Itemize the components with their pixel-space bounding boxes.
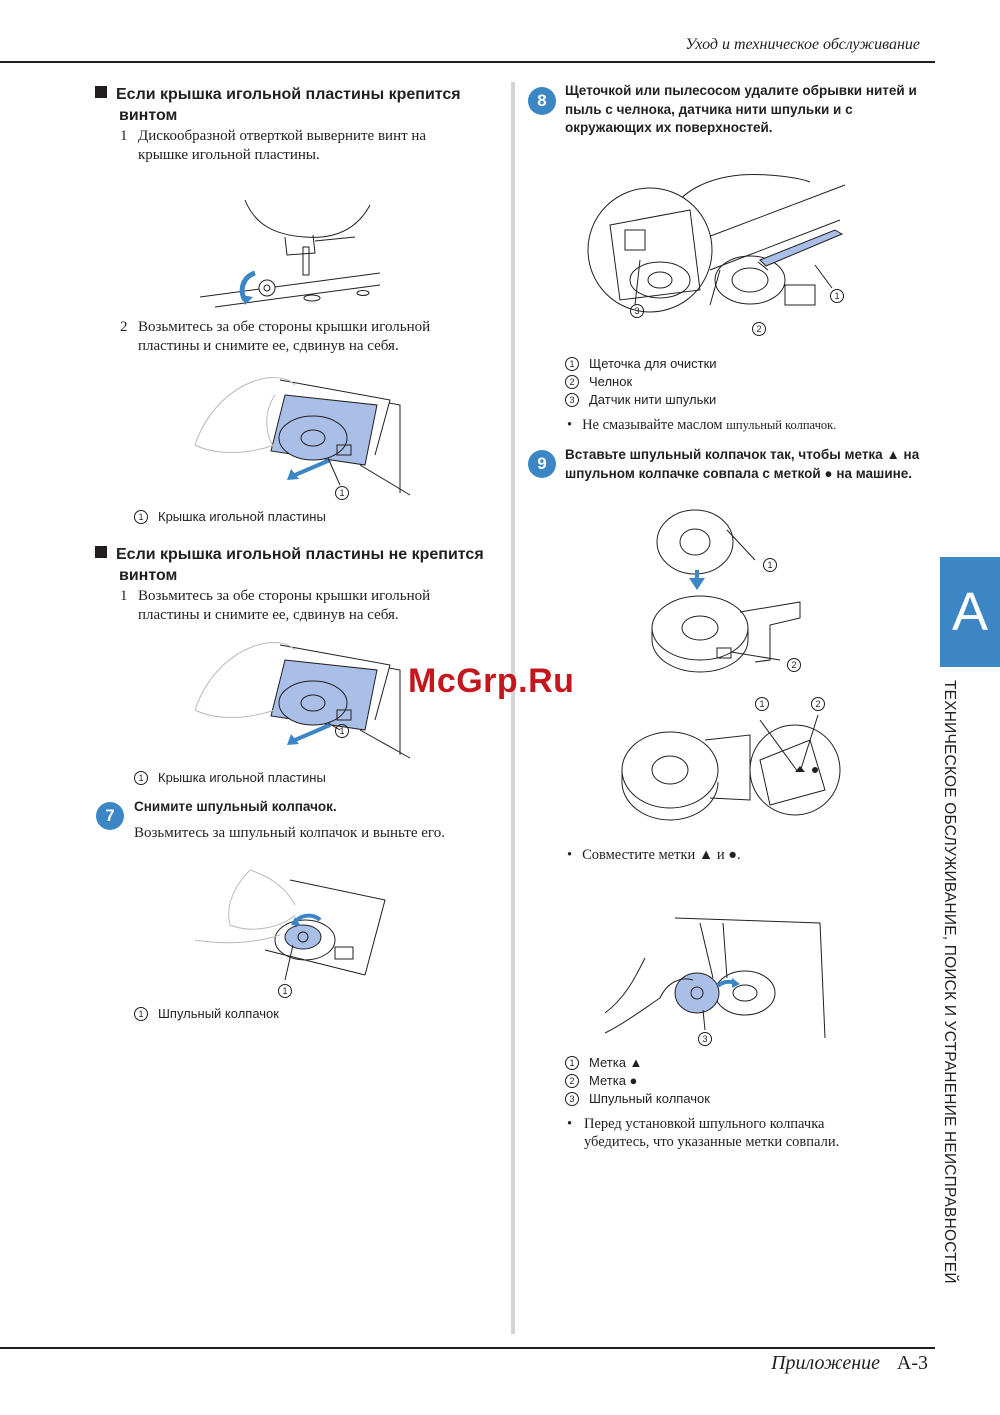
footer-rule	[0, 1347, 935, 1349]
callout-number: 2	[811, 697, 825, 711]
bobbin-case-placing-illustration	[605, 918, 830, 1043]
note-text: убедитесь, что указанные метки совпали.	[584, 1134, 840, 1150]
cover-removal-illustration	[185, 365, 410, 505]
legend-number: 1	[134, 1007, 148, 1021]
note-text: Не смазывайте маслом	[582, 417, 727, 433]
legend-number: 1	[134, 510, 148, 524]
step-title-line: Вставьте шпульный колпачок так, чтобы метка ▲ на	[565, 447, 920, 462]
legend-item	[565, 391, 717, 409]
substep-1	[120, 127, 480, 165]
callout-marker	[278, 982, 292, 1000]
legend-text: Шпульный колпачок	[589, 1091, 710, 1106]
substep-1	[120, 587, 480, 625]
legend-item	[134, 508, 326, 526]
callout-marker	[755, 695, 769, 713]
watermark: McGrp.Ru	[408, 662, 575, 700]
legend-list	[565, 1054, 710, 1108]
substep-number: 2	[120, 319, 128, 335]
legend-text: Датчик нити шпульки	[589, 392, 717, 407]
substep-text: крышке игольной пластины.	[138, 147, 320, 163]
section-heading-no-screw	[95, 544, 510, 586]
running-header: Уход и техническое обслуживание	[685, 36, 920, 53]
legend-number: 1	[565, 1056, 579, 1070]
legend-number: 1	[565, 357, 579, 371]
cover-removal-illustration	[185, 630, 410, 765]
note-bullet: • Не смазывайте маслом шпульный колпачок.	[567, 417, 837, 433]
callout-number: 1	[278, 984, 292, 998]
legend-text: Метка ▲	[589, 1055, 643, 1070]
callout-marker	[787, 656, 801, 674]
legend-text: Щеточка для очистки	[589, 356, 717, 371]
note-bullet: • Перед установкой шпульного колпачка убедитесь, что указанные метки совпали.	[567, 1116, 840, 1150]
note-text-small: шпульный колпачок.	[726, 418, 837, 432]
screw-removal-illustration	[195, 195, 385, 310]
cleaning-illustration	[580, 170, 850, 340]
callout-number: 1	[335, 486, 349, 500]
callout-marker	[335, 722, 349, 740]
section-title-line: винтом	[119, 567, 178, 584]
legend-item	[565, 1054, 710, 1072]
callout-marker	[752, 320, 766, 338]
callout-number: 1	[755, 697, 769, 711]
callout-number: 2	[787, 658, 801, 672]
chapter-tab[interactable]: A	[940, 557, 1000, 667]
callout-number: 3	[698, 1032, 712, 1046]
legend-number: 3	[565, 393, 579, 407]
section-heading-screw	[95, 84, 505, 126]
mark-alignment-illustration	[610, 700, 840, 830]
substep-text: Возьмитесь за обе стороны крышки игольной	[138, 588, 431, 604]
section-square-icon	[95, 546, 107, 558]
callout-marker	[630, 302, 644, 320]
callout-number: 2	[752, 322, 766, 336]
step-badge-8: 8	[528, 87, 556, 115]
step-title-line: шпульном колпачке совпала с меткой ● на машине.	[565, 465, 913, 481]
step-badge-7: 7	[96, 802, 124, 830]
step-badge-9: 9	[528, 450, 556, 478]
callout-number: 1	[335, 724, 349, 738]
substep-number: 1	[120, 588, 128, 604]
note-bullet: • Совместите метки ▲ и ●.	[567, 847, 741, 863]
legend-text: Крышка игольной пластины	[158, 509, 326, 524]
legend-item	[565, 373, 717, 391]
step-title-line: пыль с челнока, датчика нити шпульки и с	[565, 101, 853, 117]
note-text: Совместите метки ▲ и ●.	[582, 847, 741, 863]
footer-section-label: Приложение	[771, 1352, 880, 1374]
substep-number: 1	[120, 128, 128, 144]
legend-list	[565, 355, 717, 409]
callout-marker	[830, 287, 844, 305]
legend-number: 3	[565, 1092, 579, 1106]
section-title-line: Если крышка игольной пластины не крепится	[116, 546, 484, 563]
section-square-icon	[95, 86, 107, 98]
section-title-line: винтом	[119, 107, 178, 124]
callout-number: 1	[763, 558, 777, 572]
substep-text: Дискообразной отверткой выверните винт на	[138, 128, 427, 144]
step-title	[565, 82, 930, 138]
callout-number: 3	[630, 304, 644, 318]
substep-2	[120, 318, 480, 356]
substep-text: Возьмитесь за обе стороны крышки игольной	[138, 319, 431, 335]
substep-text: пластины и снимите ее, сдвинув на себя.	[138, 607, 399, 623]
legend-text: Метка ●	[589, 1073, 638, 1088]
header-rule	[0, 61, 935, 63]
legend-item	[134, 1005, 279, 1023]
legend-text: Челнок	[589, 374, 633, 389]
callout-marker	[811, 695, 825, 713]
column-divider	[511, 82, 515, 1334]
step-title-line: Щеточкой или пылесосом удалите обрывки нитей и	[565, 83, 917, 98]
chapter-vertical-text: ТЕХНИЧЕСКОЕ ОБСЛУЖИВАНИЕ, ПОИСК И УСТРАНЕНИЕ НЕИСПРАВНОСТЕЙ	[941, 680, 958, 1284]
legend-item	[565, 1090, 710, 1108]
bobbin-case-insertion-illustration	[645, 500, 805, 672]
legend-item	[565, 1072, 710, 1090]
bobbin-case-removal-illustration	[195, 865, 390, 980]
callout-marker	[698, 1030, 712, 1048]
step-title	[565, 446, 935, 483]
legend-number: 1	[134, 771, 148, 785]
page-number: A-3	[896, 1352, 928, 1374]
note-text: Перед установкой шпульного колпачка	[584, 1116, 825, 1132]
step-title: Снимите шпульный колпачок.	[134, 799, 337, 814]
callout-marker	[335, 484, 349, 502]
legend-item	[565, 355, 717, 373]
section-title-line: Если крышка игольной пластины крепится	[116, 86, 461, 103]
step-body: Возьмитесь за шпульный колпачок и выньте его.	[134, 825, 445, 841]
legend-number: 2	[565, 1074, 579, 1088]
legend-number: 2	[565, 375, 579, 389]
chapter-vertical-title	[941, 680, 989, 1310]
legend-item	[134, 769, 326, 787]
legend-text: Крышка игольной пластины	[158, 770, 326, 785]
legend-text: Шпульный колпачок	[158, 1006, 279, 1021]
callout-number: 1	[830, 289, 844, 303]
substep-text: пластины и снимите ее, сдвинув на себя.	[138, 338, 399, 354]
step-title-line: окружающих их поверхностей.	[565, 120, 773, 135]
callout-marker	[763, 556, 777, 574]
